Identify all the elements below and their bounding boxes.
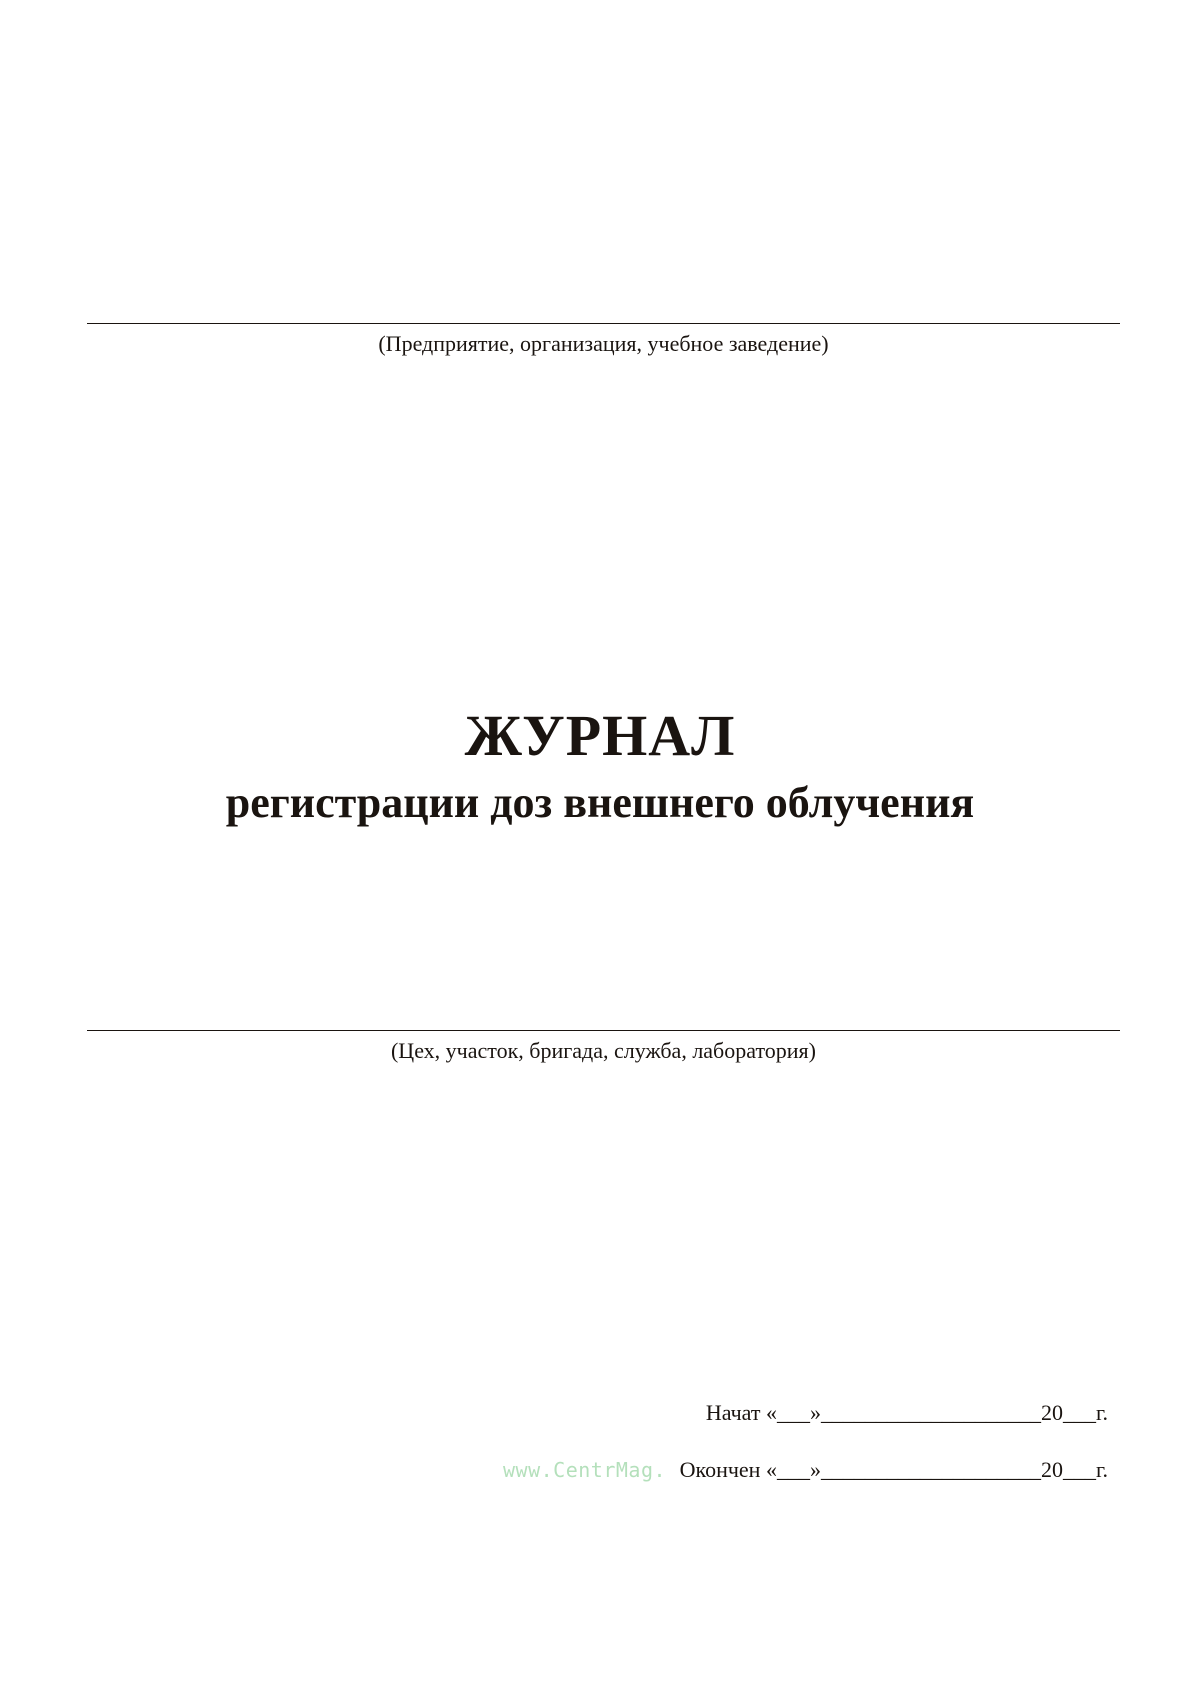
organization-caption: (Предприятие, организация, учебное заведение): [378, 331, 829, 356]
journal-subtitle: регистрации доз внешнего облучения: [225, 778, 975, 827]
title-block: [0, 700, 1200, 832]
journal-title: ЖУРНАЛ: [464, 703, 736, 768]
start-date-line: Начат «___»____________________20___г.: [705, 1400, 1108, 1425]
end-date-line: Окончен «___»____________________20___г.: [679, 1457, 1108, 1482]
organization-fill-line: [87, 323, 1120, 324]
watermark: www.CentrMag.: [503, 1458, 667, 1482]
department-caption: (Цех, участок, бригада, служба, лаборатория): [390, 1038, 816, 1063]
department-fill-line: [87, 1030, 1120, 1031]
